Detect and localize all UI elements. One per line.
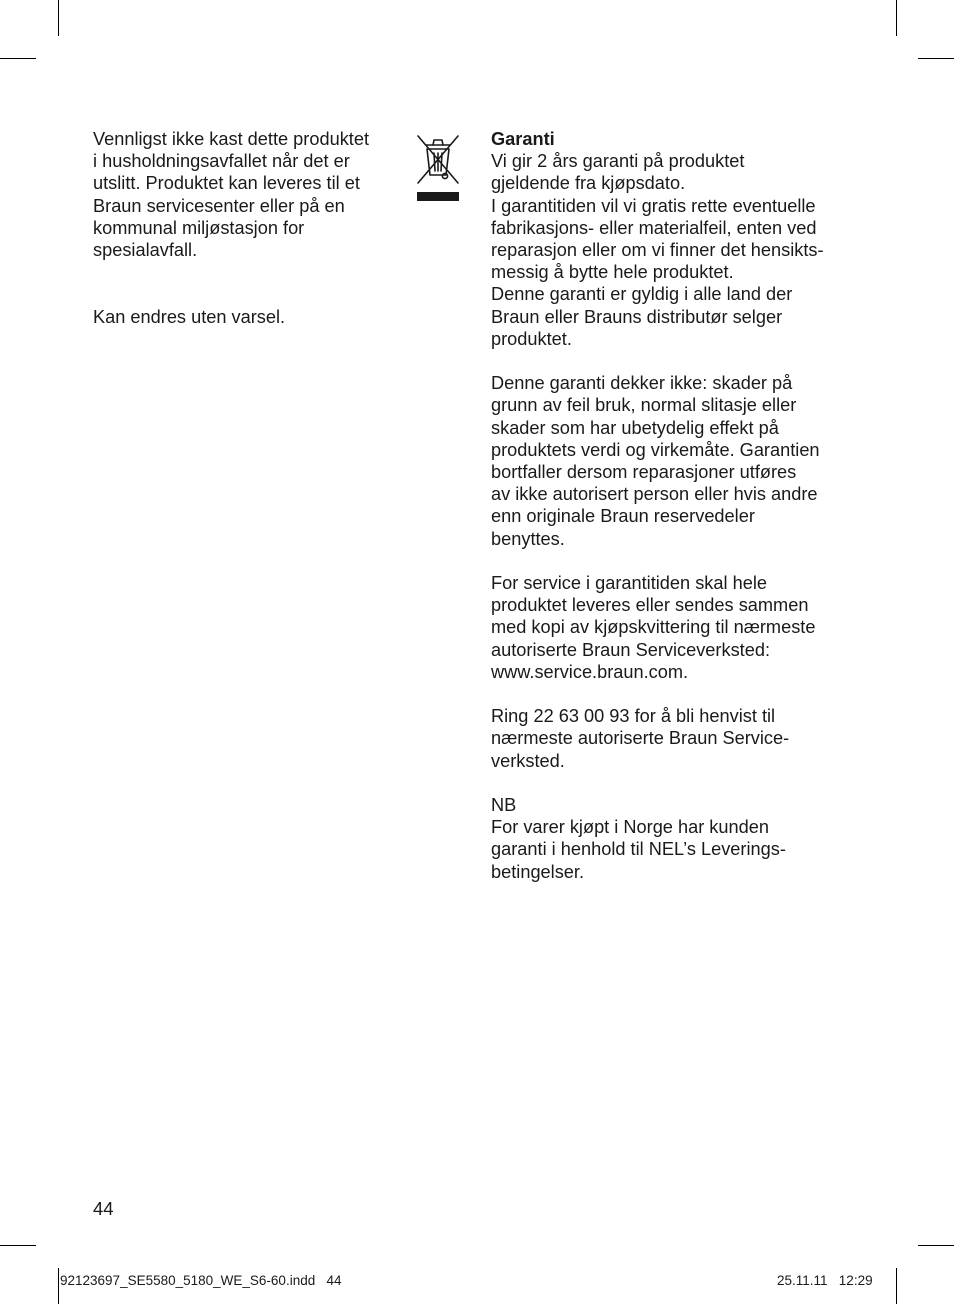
crop-mark-top-right-vertical (896, 0, 897, 36)
crop-mark-top-left-vertical (58, 0, 59, 36)
warranty-column (491, 128, 871, 883)
left-column (93, 128, 413, 328)
crossed-out-wheelie-bin-icon (414, 131, 462, 203)
crop-mark-bottom-right-horizontal (918, 1245, 954, 1246)
warranty-paragraph-service: For service i garantitiden skal hele produktet leveres eller sendes sammen med kopi av kjøpskvittering til nærmeste autoriserte Braun Serviceverksted: www.service.braun.com. (491, 573, 816, 682)
nb-text: For varer kjøpt i Norge har kunden garanti i henhold til NEL’s Leverings- betingelser. (491, 817, 786, 882)
nb-label: NB (491, 795, 517, 816)
crop-mark-bottom-left-horizontal (0, 1245, 36, 1246)
crop-mark-top-left-horizontal (0, 58, 36, 59)
warranty-heading: Garanti (491, 129, 555, 149)
warranty-paragraph-exclusions: Denne garanti dekker ikke: skader på grunn av feil bruk, normal slitasje eller skader som har ubetydelig effekt på produktets verdi og virkemåte. Garantien bortfaller dersom reparasjoner utføres av ikke autorisert person eller hvis andre enn originale Braun reservedeler benyttes. (491, 373, 820, 549)
print-slug-date: 25.11.11 12:29 (777, 1273, 873, 1288)
crop-mark-top-right-horizontal (918, 58, 954, 59)
print-slug-file: 92123697_SE5580_5180_WE_S6-60.indd 44 (60, 1273, 342, 1288)
page-number: 44 (93, 1198, 114, 1219)
disposal-text: Vennligst ikke kast dette produktet i husholdningsavfallet når det er utslitt. Produktet kan leveres til et Braun servicesenter eller på en kommunal miljøstasjon for spesialavfall. (93, 129, 370, 261)
notice-text: Kan endres uten varsel. (93, 306, 286, 327)
warranty-paragraph-terms: Vi gir 2 års garanti på produktet gjeldende fra kjøpsdato. I garantitiden vil vi gratis rette eventuelle fabrikasjons- eller materialfeil, enten ved reparasjon eller om vi finner det hensikts- messig å bytte hele produktet. Denne garanti er gyldig i alle land der Braun eller Brauns distributør selger produktet. (491, 151, 824, 349)
crop-mark-bottom-left-vertical (58, 1268, 59, 1304)
warranty-paragraph-phone: Ring 22 63 00 93 for å bli henvist til nærmeste autoriserte Braun Service- verksted. (491, 706, 790, 771)
crop-mark-bottom-right-vertical (896, 1268, 897, 1304)
